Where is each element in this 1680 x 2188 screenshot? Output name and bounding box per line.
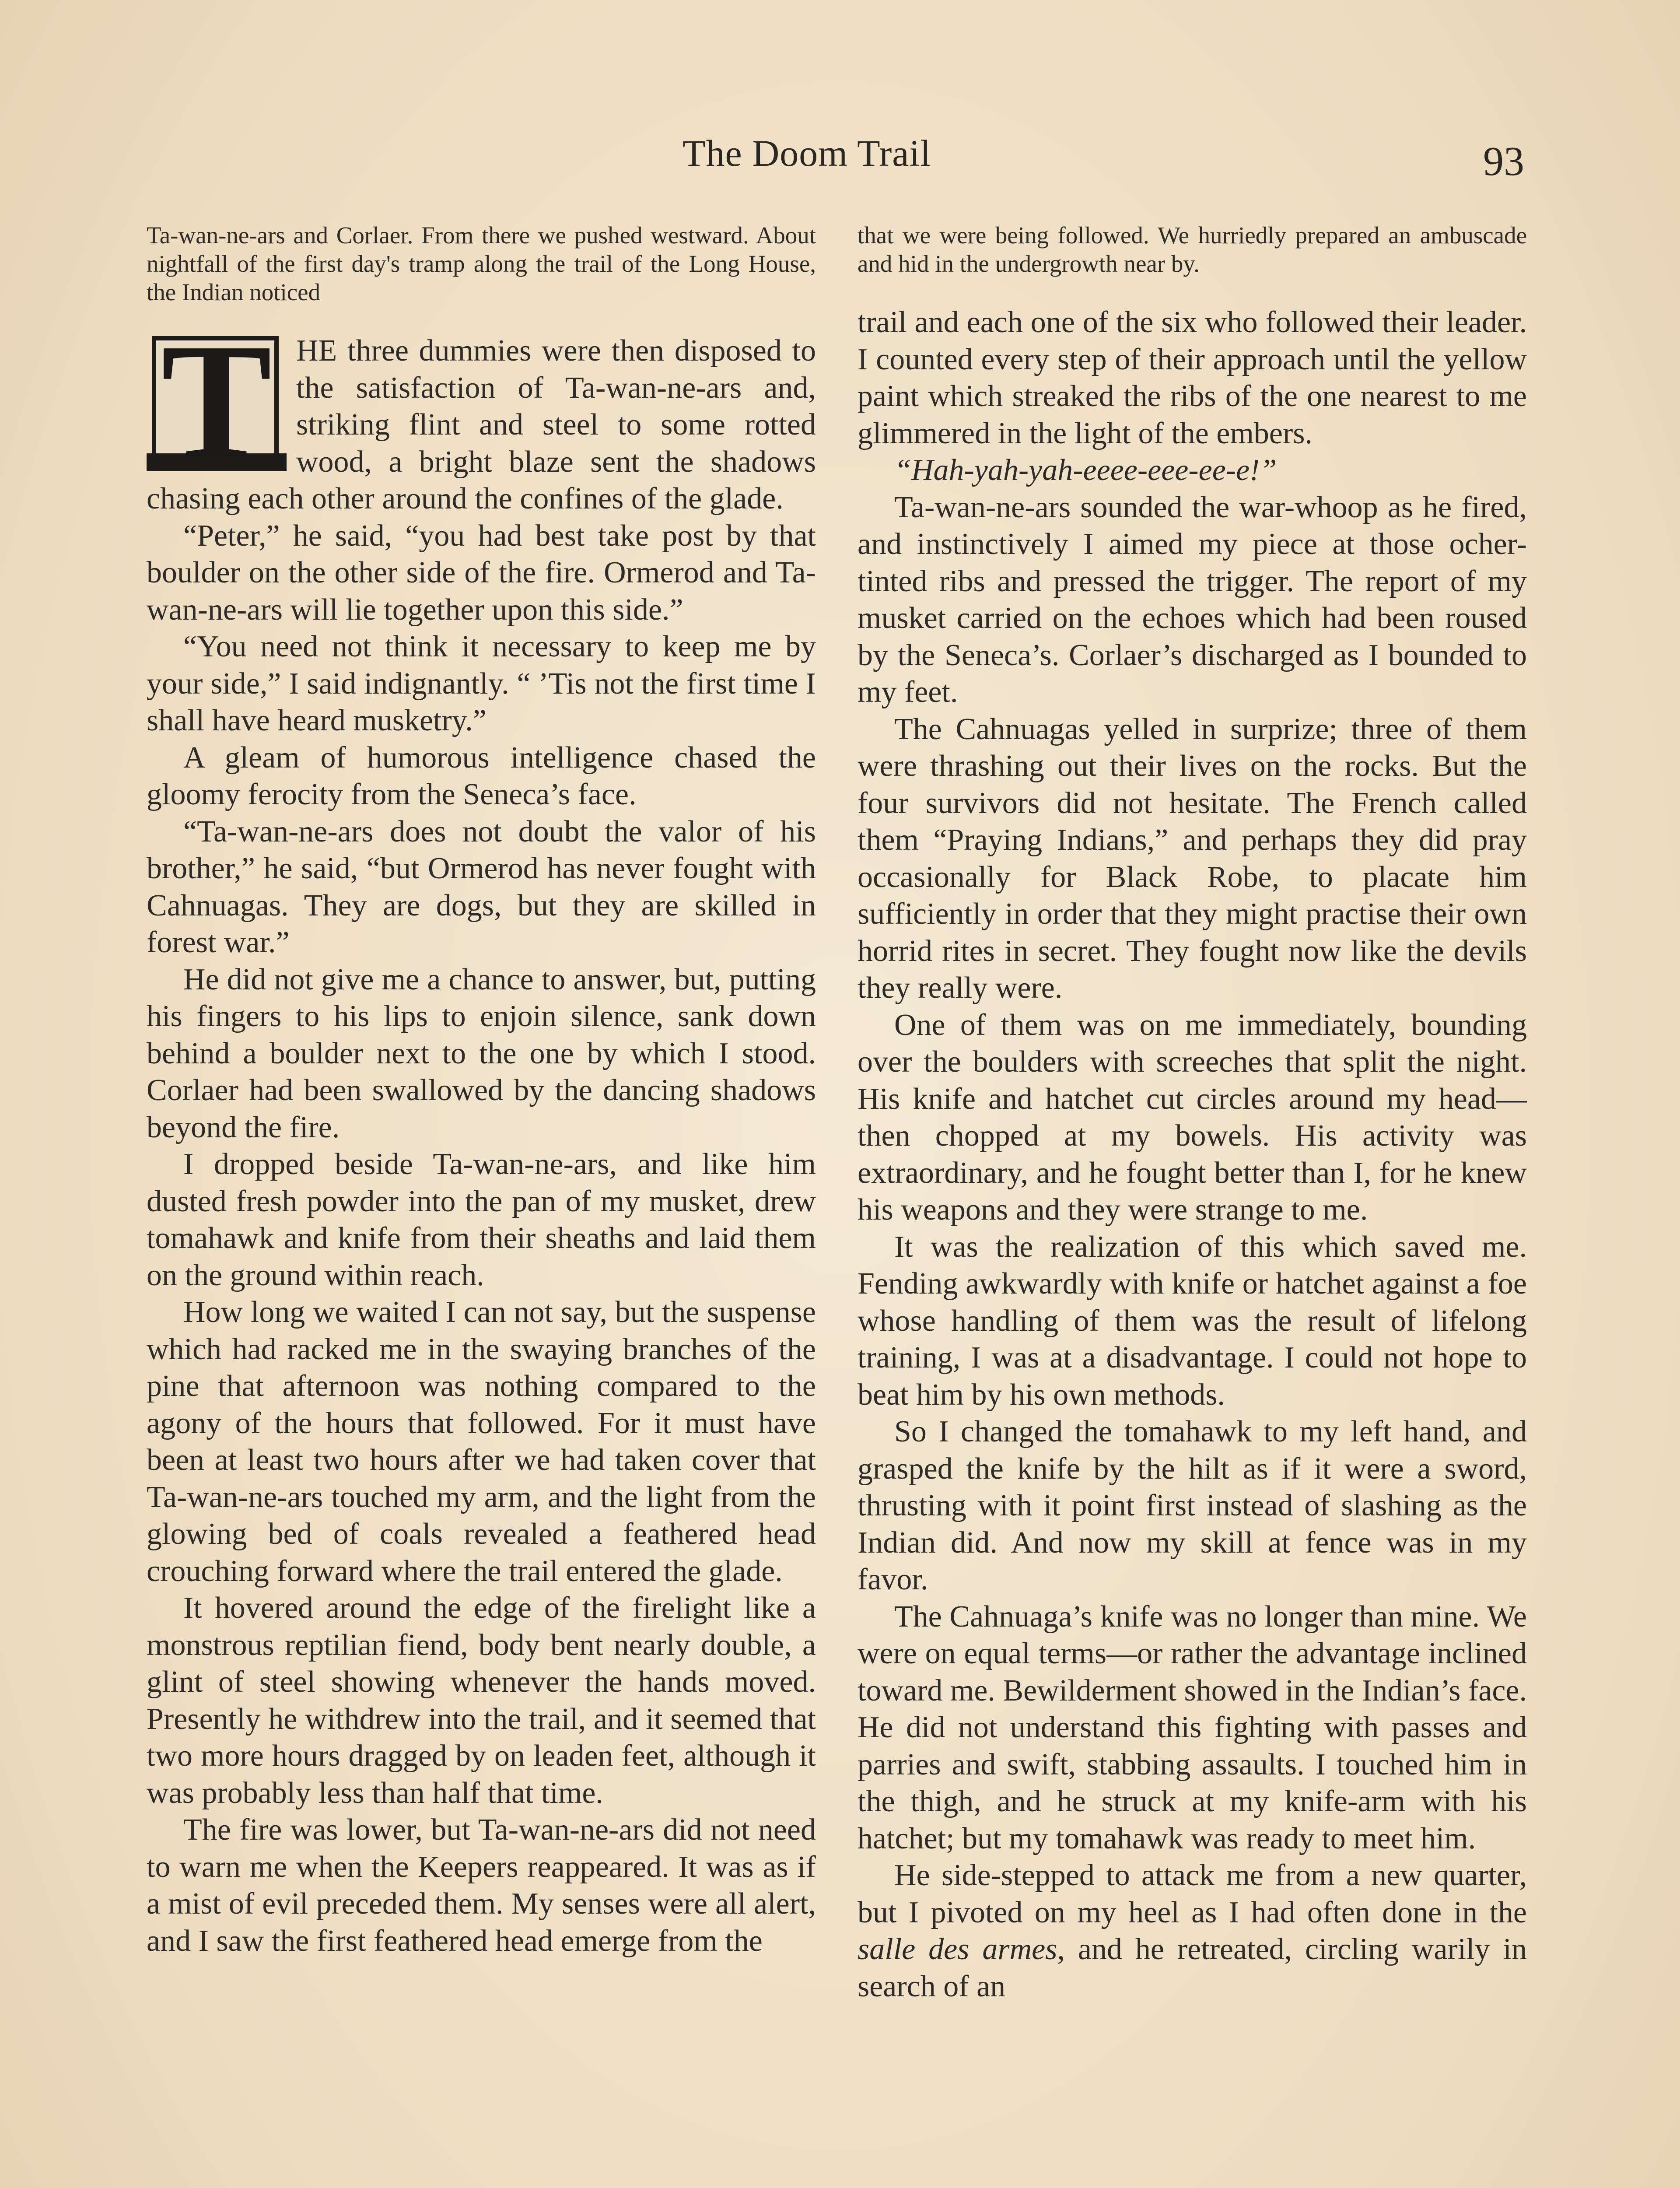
paragraph: “You need not think it necessary to keep me by your side,” I said indignantly. “ ’Tis not the first time I shall have heard musketry.” xyxy=(147,630,816,737)
drop-cap-letter: T xyxy=(161,309,272,494)
war-cry-line: “Hah-yah-yah-eeee-eee-ee-e!” xyxy=(894,453,1277,487)
left-column xyxy=(147,221,816,1960)
paragraph: “Ta-wan-ne-ars does not doubt the valor of his brother,” he said, “but Ormerod has never fought with Cahnuagas. They are dogs, but they are skilled in forest war.” xyxy=(147,814,816,959)
italic-phrase: salle des armes xyxy=(858,1932,1057,1966)
paragraph: How long we waited I can not say, but the suspense which had racked me in the swaying branches of the pine that afternoon was nothing compared to the agony of the hours that followed. For it must have been at least two hours after we had taken cover that Ta-wan-ne-ars touched my arm, and the light from the glowing bed of coals revealed a feathered head crouching forward where the trail entered the glade. xyxy=(147,1295,816,1588)
running-title: The Doom Trail xyxy=(682,132,931,174)
opening-paragraph xyxy=(147,309,816,518)
paragraph: A gleam of humorous intelligence chased the gloomy ferocity from the Seneca’s face. xyxy=(147,740,816,811)
paragraph: It was the realization of this which saved me. Fending awkwardly with knife or hatchet against a foe whose handling of them was the result of lifelong training, I was at a disadvantage. I could not hope to beat him by his own methods. xyxy=(858,1230,1527,1412)
opening-paragraph-text: HE three dummies were then disposed to the satisfaction of Ta-wan-ne-ars and, striking flint and steel to some rotted wood, a bright blaze sent the shadows chasing each other around the confines of the glade. xyxy=(147,334,816,515)
paragraph: “Peter,” he said, “you had best take post by that boulder on the other side of the fire. Ormerod and Ta-wan-ne-ars will lie together upon this side.” xyxy=(147,519,816,627)
intro-synopsis-left: Ta-wan-ne-ars and Corlaer. From there we pushed westward. About nightfall of the first day's tramp along the trail of the Long House, the Indian noticed xyxy=(147,222,816,305)
paragraph: He did not give me a chance to answer, but, putting his fingers to his lips to enjoin silence, sank down behind a boulder next to the one by which I stood. Corlaer had been swallowed by the dancing shadows beyond the fire. xyxy=(147,962,816,1144)
page-number: 93 xyxy=(1483,139,1524,184)
paragraph: So I changed the tomahawk to my left hand, and grasped the knife by the hilt as if it were a sword, thrusting with it point first instead of slashing as the Indian did. And now my skill at fence was in my favor. xyxy=(858,1415,1527,1596)
paragraph: One of them was on me immediately, bounding over the boulders with screeches that split the night. His knife and hatchet cut circles around my head—then chopped at my bowels. His activity was extraordinary, and he fought better than I, for he knew his weapons and they were strange to me. xyxy=(858,1008,1527,1227)
right-column xyxy=(858,221,1527,2005)
paragraph: The Cahnuaga’s knife was no longer than mine. We were on equal terms—or rather the advantage inclined toward me. Bewilderment showed in the Indian’s face. He did not understand this fighting with passes and parries and swift, stabbing assaults. I touched him in the thigh, and he struck at my knife-arm with his hatchet; but my tomahawk was ready to meet him. xyxy=(858,1599,1527,1855)
intro-synopsis-right: that we were being followed. We hurriedly prepared an ambuscade and hid in the undergrowth near by. xyxy=(858,222,1527,277)
final-paragraph-end: , and he retreated, circling warily in search of an xyxy=(858,1932,1527,2003)
drop-cap-ornament xyxy=(147,309,287,494)
paragraph: Ta-wan-ne-ars sounded the war-whoop as he fired, and instinctively I aimed my piece at those ocher-tinted ribs and pressed the trigger. The report of my musket carried on the echoes which had been roused by the Seneca’s. Corlaer’s discharged as I bounded to my feet. xyxy=(858,490,1527,709)
final-paragraph xyxy=(858,1857,1527,2005)
paragraph: The fire was lower, but Ta-wan-ne-ars did not need to warn me when the Keepers reappeared. It was as if a mist of evil preceded them. My senses were all alert, and I saw the first feathered head emerge from the xyxy=(147,1813,816,1958)
final-paragraph-start: He side-stepped to attack me from a new quarter, but I pivoted on my heel as I had often done in the xyxy=(858,1858,1527,1929)
paragraph: trail and each one of the six who followed their leader. I counted every step of their approach until the yellow paint which streaked the ribs of the one nearest to me glimmered in the light of the embers. xyxy=(858,305,1527,450)
paragraph: The Cahnuagas yelled in surprize; three of them were thrashing out their lives on the rocks. But the four survivors did not hesitate. The French called them “Praying Indians,” and perhaps they did pray occasionally for Black Robe, to placate him sufficiently in order that they might practise their own horrid rites in secret. They fought now like the devils they really were. xyxy=(858,712,1527,1005)
paragraph: I dropped beside Ta-wan-ne-ars, and like him dusted fresh powder into the pan of my musket, drew tomahawk and knife from their sheaths and laid them on the ground within reach. xyxy=(147,1147,816,1292)
paragraph: It hovered around the edge of the firelight like a monstrous reptilian fiend, body bent nearly double, a glint of steel showing whenever the hands moved. Presently he withdrew into the trail, and it seemed that two more hours dragged by on leaden feet, although it was probably less than half that time. xyxy=(147,1591,816,1810)
